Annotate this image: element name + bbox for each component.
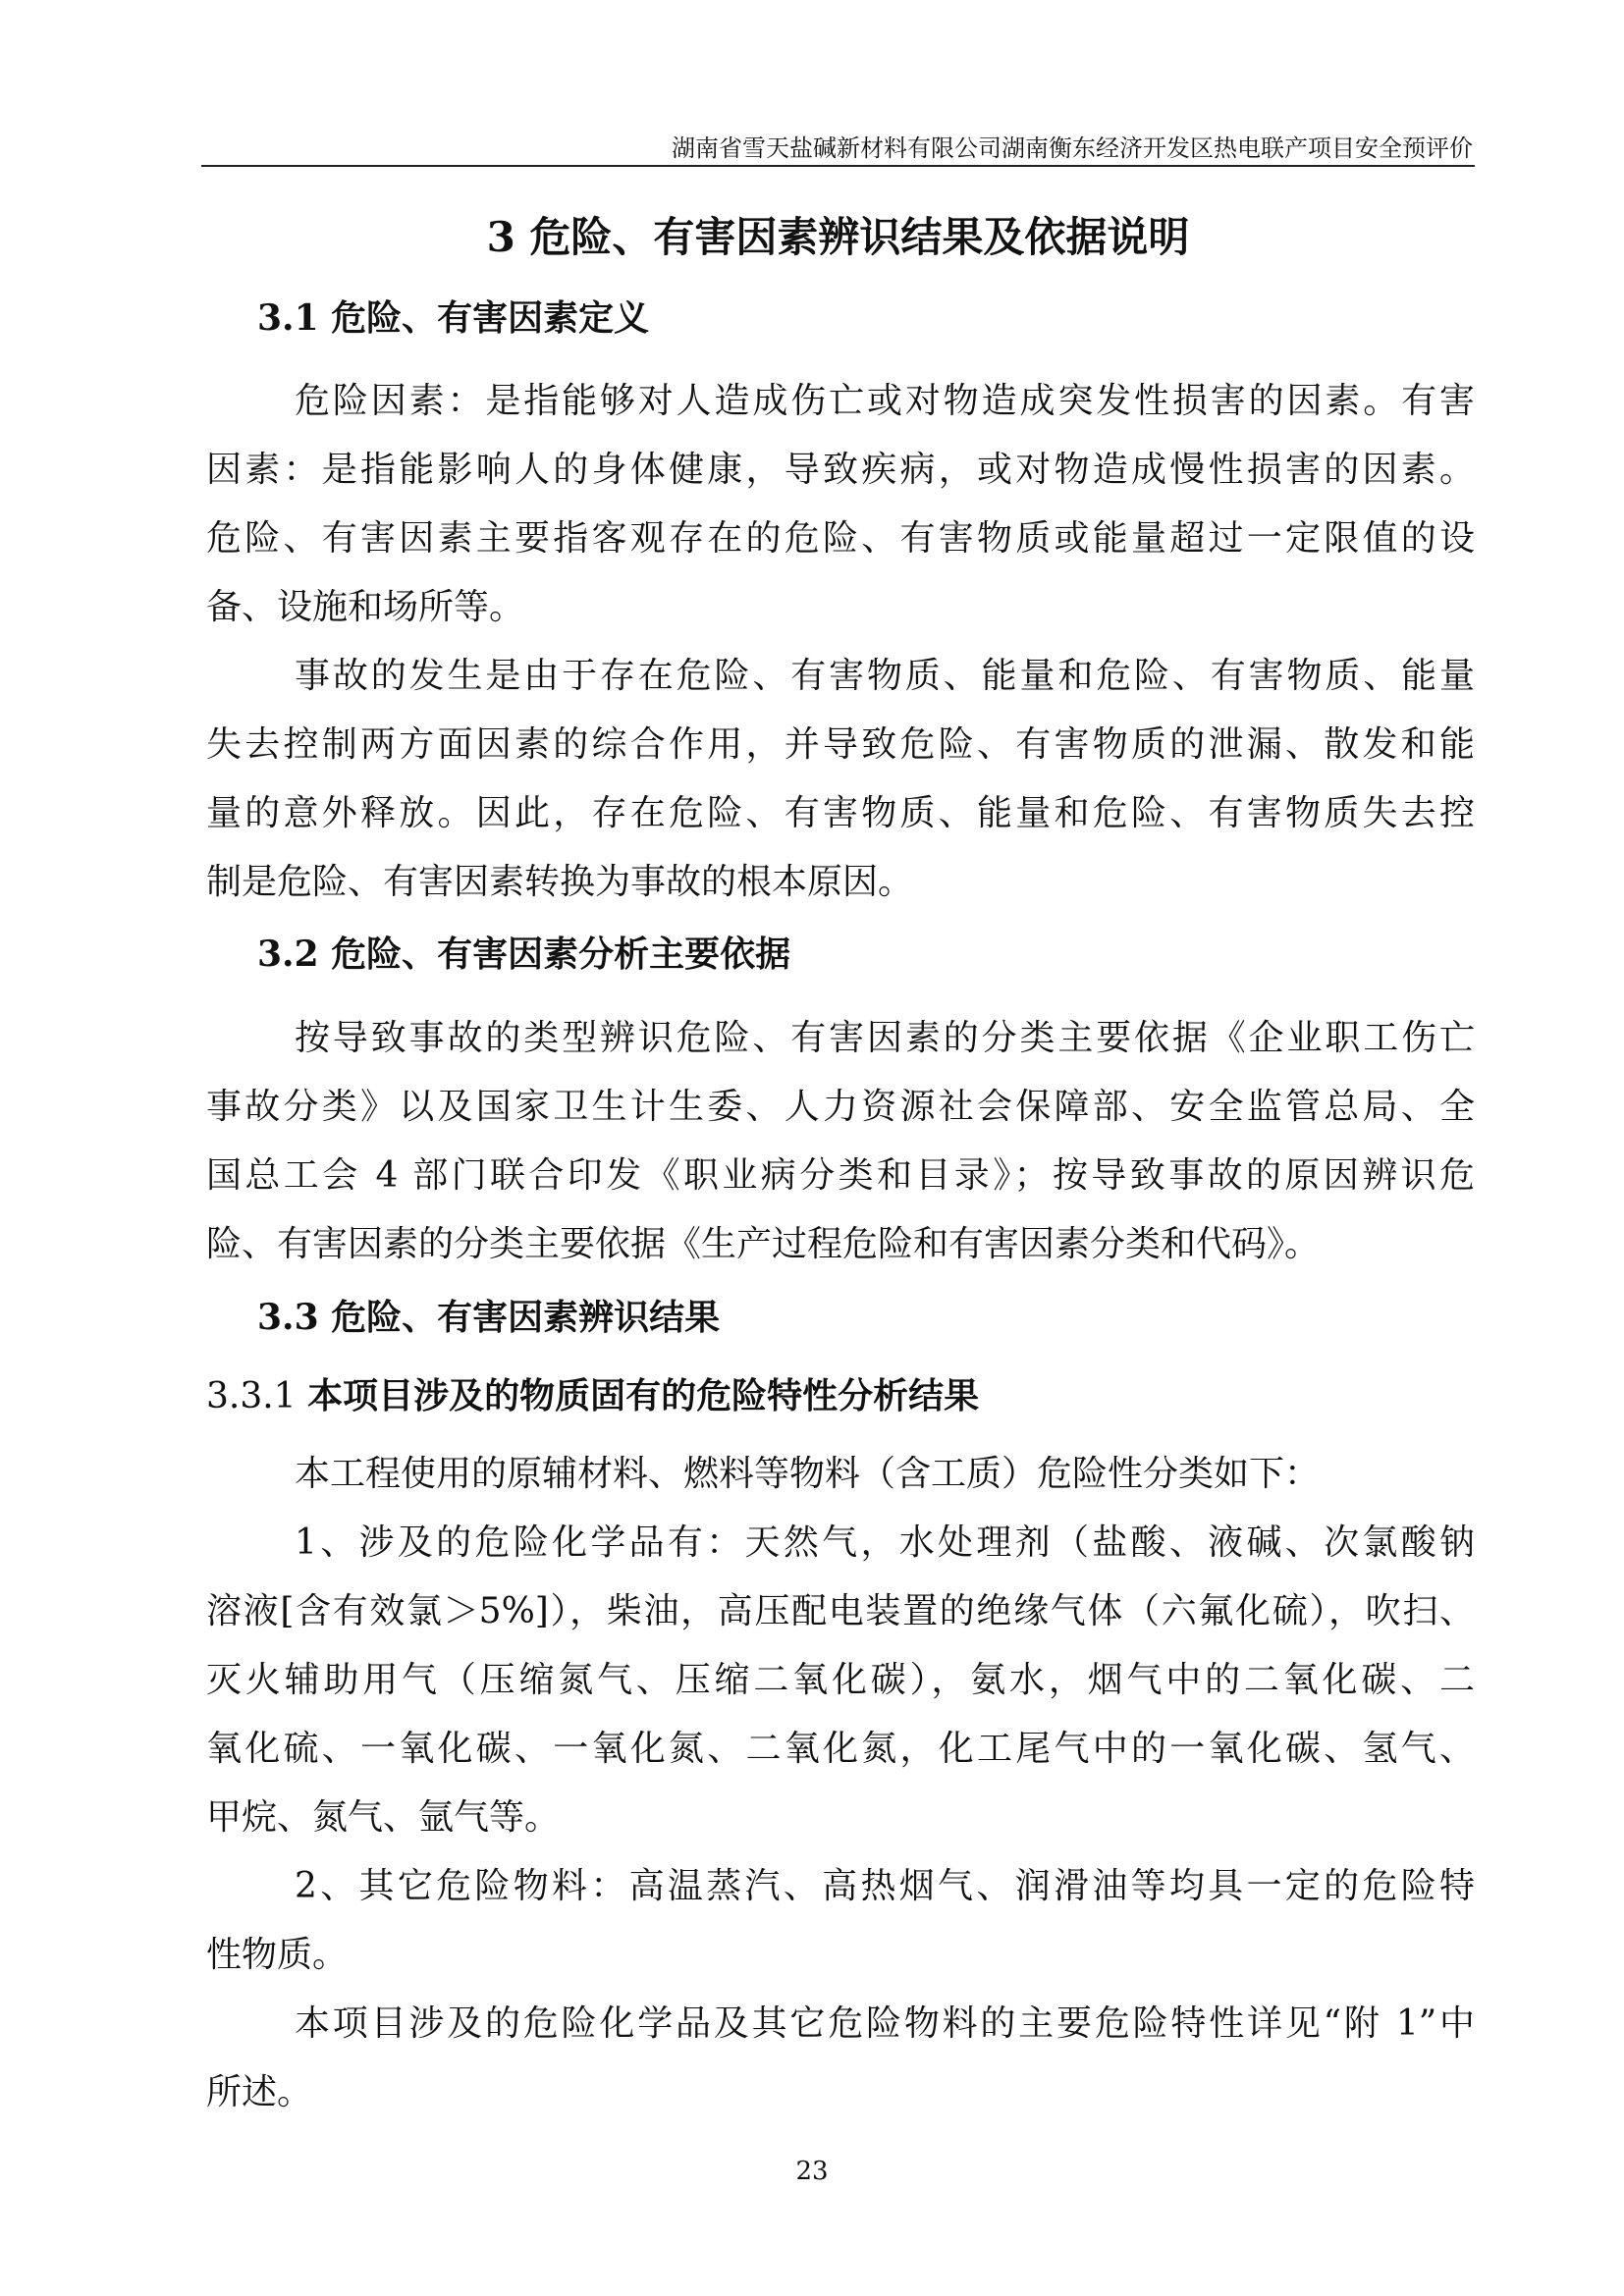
subsection-title: 本项目涉及的物质固有的危险特性分析结果 <box>307 1375 980 1416</box>
section-heading-3-3: 3.3 危险、有害因素辨识结果 <box>257 1297 721 1338</box>
paragraph-line: 溶液[含有效氯＞5%]），柴油，高压配电装置的绝缘气体（六氟化硫），吹扫、 <box>206 1591 1475 1631</box>
paragraph-line: 量的意外释放。因此，存在危险、有害物质、能量和危险、有害物质失去控 <box>206 793 1475 833</box>
paragraph-line: 制是危险、有害因素转换为事故的根本原因。 <box>206 862 914 902</box>
paragraph-line: 失去控制两方面因素的综合作用，并导致危险、有害物质的泄漏、散发和能 <box>206 724 1475 765</box>
subsection-number: 3.3.1 <box>206 1376 297 1416</box>
paragraph-line: 灭火辅助用气（压缩氮气、压缩二氧化碳），氨水，烟气中的二氧化碳、二 <box>206 1660 1475 1700</box>
paragraph-line: 氧化硫、一氧化碳、一氧化氮、二氧化氮，化工尾气中的一氧化碳、氢气、 <box>206 1729 1475 1769</box>
header-divider <box>201 165 1475 167</box>
paragraph-line: 险、有害因素的分类主要依据《生产过程危险和有害因素分类和代码》。 <box>206 1224 1321 1264</box>
paragraph-line: 危险、有害因素主要指客观存在的危险、有害物质或能量超过一定限值的设 <box>206 518 1475 559</box>
paragraph-line: 甲烷、氮气、氩气等。 <box>206 1797 561 1838</box>
paragraph-line: 所述。 <box>206 2072 313 2112</box>
subsection-heading-3-3-1 <box>206 1372 979 1420</box>
paragraph-line: 1、涉及的危险化学品有：天然气，水处理剂（盐酸、液碱、次氯酸钠 <box>295 1522 1475 1563</box>
chapter-title: 3 危险、有害因素辨识结果及依据说明 <box>486 213 1190 261</box>
paragraph-line: 国总工会 4 部门联合印发《职业病分类和目录》；按导致事故的原因辨识危 <box>206 1155 1475 1196</box>
paragraph-line: 本工程使用的原辅材料、燃料等物料（含工质）危险性分类如下： <box>295 1454 1321 1494</box>
paragraph-line: 危险因素：是指能够对人造成伤亡或对物造成突发性损害的因素。有害 <box>295 381 1475 421</box>
paragraph-line: 2、其它危险物料：高温蒸汽、高热烟气、润滑油等均具一定的危险特 <box>295 1866 1475 1906</box>
section-heading-3-2: 3.2 危险、有害因素分析主要依据 <box>257 934 791 975</box>
running-header-title: 湖南省雪天盐碱新材料有限公司湖南衡东经济开发区热电联产项目安全预评价 <box>672 134 1473 162</box>
paragraph-line: 性物质。 <box>206 1935 349 1975</box>
page-number: 23 <box>795 2157 829 2186</box>
paragraph-line: 因素：是指能影响人的身体健康，导致疾病，或对物造成慢性损害的因素。 <box>206 450 1475 490</box>
paragraph-line: 事故的发生是由于存在危险、有害物质、能量和危险、有害物质、能量 <box>295 656 1475 696</box>
paragraph-line: 备、设施和场所等。 <box>206 587 525 627</box>
paragraph-line: 事故分类》以及国家卫生计生委、人力资源社会保障部、安全监管总局、全 <box>206 1087 1475 1127</box>
paragraph-line: 本项目涉及的危险化学品及其它危险物料的主要危险特性详见“附 1”中 <box>295 2003 1475 2044</box>
paragraph-line: 按导致事故的类型辨识危险、有害因素的分类主要依据《企业职工伤亡 <box>295 1018 1475 1058</box>
section-heading-3-1: 3.1 危险、有害因素定义 <box>257 297 650 339</box>
